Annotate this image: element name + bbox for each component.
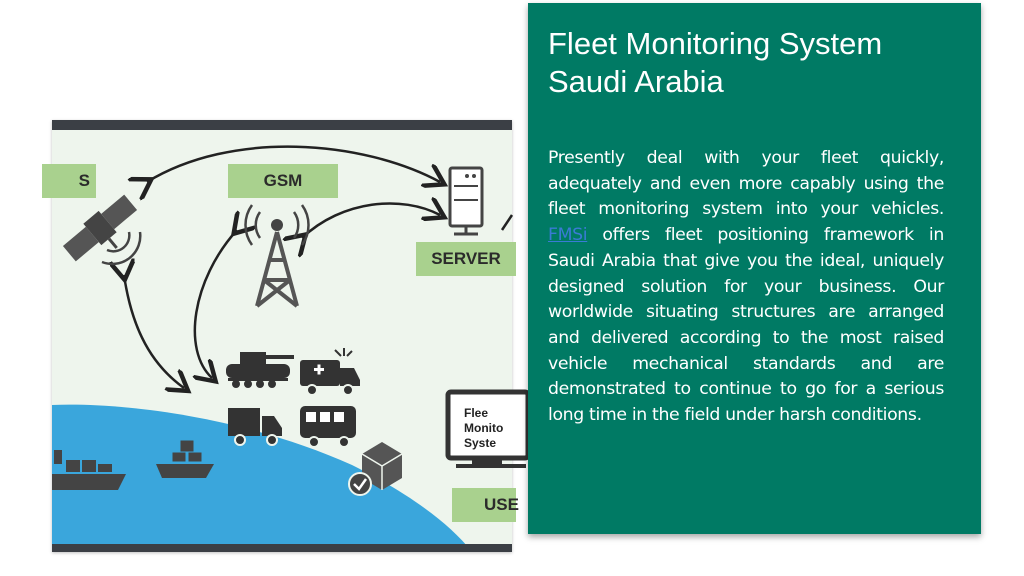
cell-tower-icon: [245, 205, 308, 306]
ambulance-icon: [300, 348, 360, 395]
monitor-screen-text: [464, 406, 503, 451]
monitor-line-2: Monito: [464, 421, 504, 435]
server-icon: [450, 168, 482, 234]
gps-label: S: [42, 164, 96, 198]
arrow-tower-server: [302, 203, 440, 238]
monitor-line-1: Flee: [464, 406, 489, 420]
tank-icon: [226, 352, 294, 388]
user-label: USE: [452, 488, 516, 522]
bus-icon: [300, 406, 356, 447]
satellite-icon: [60, 192, 147, 274]
arrow-server-partial: [502, 215, 512, 230]
arrow-satellite-vehicles: [124, 275, 184, 388]
monitor-line-3: Syste: [464, 436, 497, 450]
fleet-diagram: [52, 120, 519, 552]
info-card: [528, 3, 981, 534]
diagram-bottom-border: [52, 544, 512, 552]
card-description: [548, 146, 944, 429]
arrow-tower-vehicles: [195, 230, 237, 378]
gsm-label: GSM: [228, 164, 338, 198]
description-part-1: Presently deal with your fleet quickly, adequately and even more capably using the fleet monitoring system into your vehicles.: [548, 148, 944, 220]
description-part-2: offers fleet positioning framework in Saudi Arabia that give you the ideal, uniquely designed solution for your business. Our worldwide situating structures are arranged and delivered according to the most raised vehicle mechanical standards and are demonstrated to continue to go for a serious long time in the field under harsh conditions.: [548, 225, 944, 426]
page-title: Fleet Monitoring System Saudi Arabia: [548, 26, 883, 99]
fmsi-link[interactable]: FMSi: [548, 225, 588, 246]
server-label: SERVER: [416, 242, 516, 276]
